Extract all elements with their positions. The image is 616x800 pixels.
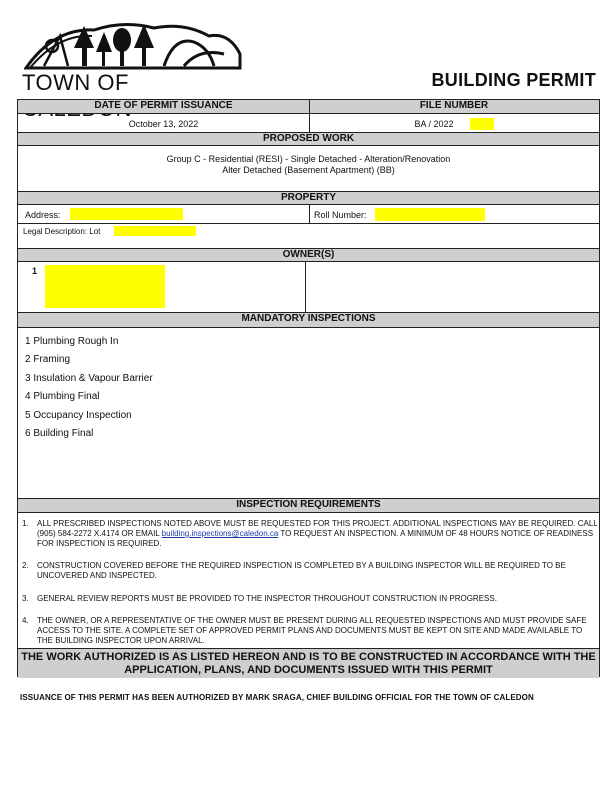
- owner-index: 1: [32, 266, 38, 276]
- redacted-owner: [45, 265, 165, 308]
- document-title: BUILDING PERMIT: [431, 70, 596, 90]
- redacted-file-number: [470, 118, 494, 130]
- file-header: FILE NUMBER: [419, 100, 489, 111]
- redacted-legal-description: [114, 226, 196, 236]
- inspection-item: 1 Plumbing Rough In: [25, 336, 119, 347]
- address-roll-divider: [309, 205, 310, 223]
- notice-line-1: THE WORK AUTHORIZED IS AS LISTED HEREON AND IS TO BE CONSTRUCTED IN ACCORDANCE WITH THE: [21, 651, 596, 663]
- requirement-number: 2.: [22, 561, 29, 570]
- requirement-number: 1.: [22, 519, 29, 528]
- proposed-work-line2: Alter Detached (Basement Apartment) (BB): [222, 165, 395, 175]
- roll-number-label: Roll Number:: [314, 210, 367, 220]
- property-divider: [18, 223, 599, 224]
- inspection-item: 6 Building Final: [25, 427, 94, 439]
- redacted-roll-number: [375, 208, 485, 221]
- property-header: PROPERTY: [18, 191, 599, 205]
- file-number: BA / 2022: [414, 119, 454, 129]
- inspection-item: 3 Insulation & Vapour Barrier: [25, 372, 153, 384]
- requirement-text: CONSTRUCTION COVERED BEFORE THE REQUIRED INSPECTION IS COMPLETED BY A BUILDING INSPECTOR WILL BE REQUIRED TO BE UNCOVERED AND INSPECTED.: [37, 561, 566, 580]
- inspection-item: 2 Framing: [25, 354, 71, 366]
- permit-date: October 13, 2022: [128, 119, 199, 129]
- town-name: TOWN OF: [22, 70, 129, 95]
- requirement-text: ALL PRESCRIBED INSPECTIONS NOTED ABOVE MUST BE REQUESTED FOR THIS PROJECT. ADDITIONAL INSPECTIONS MAY BE REQUIRED. CALL (905) 584-2272 X.4174 OR EMAIL: [37, 519, 598, 538]
- inspections-email-link[interactable]: building.inspections@caledon.ca: [161, 529, 279, 538]
- inspection-requirements-header: INSPECTION REQUIREMENTS: [18, 498, 599, 513]
- legal-description-label: Legal Description: Lot: [23, 227, 101, 236]
- mandatory-inspections-header: MANDATORY INSPECTIONS: [18, 312, 599, 328]
- town-logo: [22, 18, 242, 96]
- requirement-number: 4.: [22, 616, 29, 625]
- inspection-item: 5 Occupancy Inspection: [25, 409, 132, 421]
- requirement-number: 3.: [22, 594, 29, 603]
- date-header: DATE OF PERMIT ISSUANCE: [94, 100, 233, 111]
- proposed-work-line1: Group C - Residential (RESI) - Single Detached - Alteration/Renovation: [166, 154, 451, 164]
- authorization-footer: ISSUANCE OF THIS PERMIT HAS BEEN AUTHORIZED BY MARK SRAGA, CHIEF BUILDING OFFICIAL FOR THE TOWN OF CALEDON: [20, 693, 534, 702]
- mandatory-inspections-list: [25, 336, 153, 446]
- requirement-text: THE OWNER, OR A REPRESENTATIVE OF THE OWNER MUST BE PRESENT DURING ALL REQUESTED INSPECTIONS AND MUST PROVIDE SAFE ACCESS TO THE SITE. A COMPLETE SET OF APPROVED PERMIT PLANS AND DOCUMENTS MUST BE KEPT ON SITE AND MADE AVAILABLE TO THE BUILDING INSPECTOR UPON ARRIVAL.: [37, 616, 587, 645]
- owners-divider: [305, 262, 306, 312]
- requirement-text: GENERAL REVIEW REPORTS MUST BE PROVIDED TO THE INSPECTOR THROUGHOUT CONSTRUCTION IN PROGRESS.: [37, 594, 497, 603]
- proposed-work-header: PROPOSED WORK: [18, 132, 599, 146]
- caledon-logo-icon: [24, 18, 242, 70]
- address-label: Address:: [25, 210, 61, 220]
- redacted-address: [70, 208, 183, 220]
- permit-form: [17, 99, 600, 677]
- requirement-text: TO REQUEST AN INSPECTION. A MINIMUM OF 48 HOURS NOTICE OF READINESS FOR INSPECTION IS REQUIRED.: [37, 529, 594, 548]
- work-authorized-notice: [18, 648, 599, 678]
- owners-header: OWNER(S): [18, 248, 599, 262]
- notice-line-2: APPLICATION, PLANS, AND DOCUMENTS ISSUED WITH THIS PERMIT: [124, 664, 493, 676]
- inspection-item: 4 Plumbing Final: [25, 391, 100, 403]
